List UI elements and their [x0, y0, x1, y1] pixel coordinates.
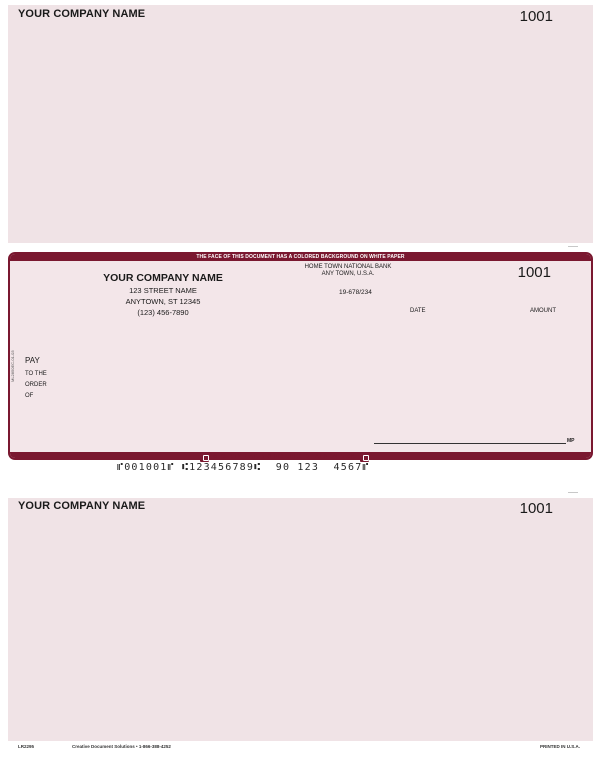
bottom-stub-check-number: 1001 — [519, 500, 553, 517]
check-number: 1001 — [517, 264, 551, 281]
to-the-label: TO THE — [25, 371, 47, 377]
signature-mp-mark: MP — [567, 438, 575, 444]
check-body — [8, 252, 593, 460]
top-stub-check-number: 1001 — [519, 8, 553, 25]
bank-name: HOME TOWN NATIONAL BANK — [304, 264, 392, 270]
top-stub — [8, 5, 593, 243]
bottom-stub — [8, 498, 593, 741]
of-label: OF — [25, 393, 34, 399]
order-label: ORDER — [25, 382, 47, 388]
payer-company-name: YOUR COMPANY NAME — [103, 272, 223, 284]
pay-label: PAY — [25, 356, 40, 365]
date-label: DATE — [410, 308, 426, 314]
perforation-mark — [568, 492, 578, 493]
payer-phone: (123) 456-7890 — [137, 308, 189, 317]
micr-line: ⑈001001⑈ ⑆123456789⑆ 90 123 4567⑈ — [117, 462, 370, 473]
amount-label: AMOUNT — [530, 308, 556, 314]
security-strip — [200, 452, 369, 462]
routing-fraction: 19-678/234 — [339, 289, 372, 296]
security-notice: SECURITY FEATURES INCLUDED. DETAILS ON BACK. — [213, 454, 357, 460]
bank-city: ANY TOWN, U.S.A. — [321, 271, 375, 277]
footer-printed: PRINTED IN U.S.A. — [540, 744, 581, 749]
signature-line — [374, 443, 566, 444]
padlock-icon — [360, 453, 369, 462]
bank-block — [298, 264, 398, 278]
top-stub-company-name: YOUR COMPANY NAME — [18, 8, 146, 20]
padlock-icon — [200, 453, 209, 462]
check-banner: THE FACE OF THIS DOCUMENT HAS A COLORED BACKGROUND ON WHITE PAPER — [10, 254, 591, 261]
bottom-stub-company-name: YOUR COMPANY NAME — [18, 500, 146, 512]
side-form-code: ML2850EC-01-03 — [10, 350, 15, 382]
payer-address-line1: 123 STREET NAME — [129, 286, 197, 295]
perforation-mark — [568, 246, 578, 247]
payer-address-line2: ANYTOWN, ST 12345 — [125, 297, 201, 306]
footer-vendor: Creative Document Solutions • 1-866-388-4252 — [72, 744, 171, 749]
payer-address-block — [88, 272, 238, 317]
footer-form-code: LR2295 — [18, 744, 35, 749]
